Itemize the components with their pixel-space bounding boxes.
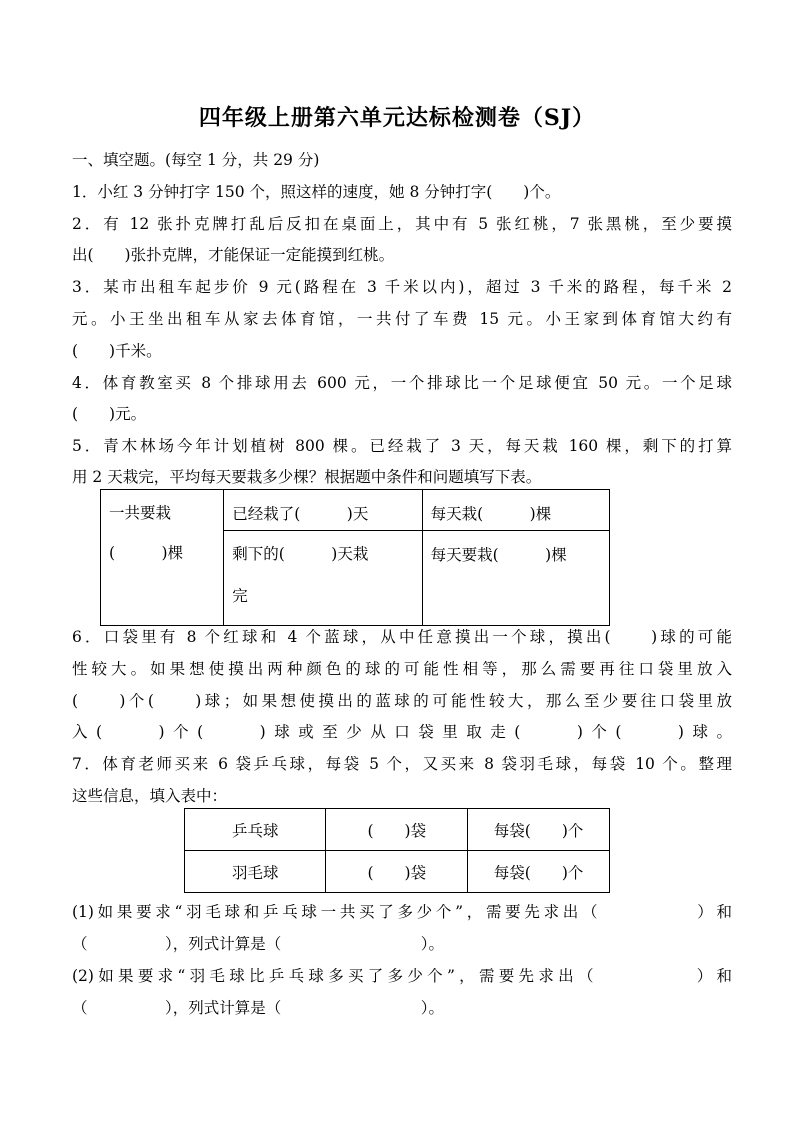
table-row <box>185 809 610 851</box>
question-6-line-4: 入( )个( )球或至少从口袋里取走( )个( )球。 <box>72 723 732 741</box>
remaining-days-cell <box>224 531 422 626</box>
question-7-line-1: 7．体育老师买来 6 袋乒乓球，每袋 5 个，又买来 8 袋羽毛球，每袋 10 个。整理 <box>72 755 732 773</box>
question-4-line-1: 4．体育教室买 8 个排球用去 600 元，一个排球比一个足球便宜 50 元。一个足球 <box>72 374 732 392</box>
table-cell: 乒乓球 <box>185 809 326 851</box>
planted-days-text: 已经栽了( )天 <box>232 505 369 523</box>
remaining-days-text-2: 完 <box>232 587 248 605</box>
table-cell: ( )袋 <box>326 809 468 851</box>
balls-table <box>184 808 610 893</box>
question-3-line-3: ( )千米。 <box>72 342 162 360</box>
planted-days-cell <box>224 490 422 531</box>
per-day-cell <box>422 490 609 531</box>
planting-table <box>100 489 610 626</box>
question-7-line-2: 这些信息，填入表中： <box>72 787 228 805</box>
total-cell <box>101 490 224 626</box>
question-6-line-1: 6．口袋里有 8 个红球和 4 个蓝球，从中任意摸出一个球，摸出( )球的可能 <box>72 628 732 646</box>
table-cell: 羽毛球 <box>185 851 326 893</box>
question-3-line-2: 元。小王坐出租车从家去体育馆，一共付了车费 15 元。小王家到体育馆大约有 <box>72 310 732 328</box>
needed-per-day-cell <box>422 531 609 626</box>
table-cell: ( )袋 <box>326 851 468 893</box>
table-cell: 每袋( )个 <box>468 809 610 851</box>
needed-per-day-text: 每天要栽( )棵 <box>430 546 567 564</box>
section-heading: 一、填空题。(每空 1 分，共 29 分) <box>72 151 320 169</box>
total-label: 一共要栽 <box>109 504 172 522</box>
question-6-line-3: ( )个( )球；如果想使摸出的蓝球的可能性较大，那么至少要往口袋里放 <box>72 692 732 710</box>
question-6-line-2: 性较大。如果想使摸出两种颜色的球的可能性相等，那么需要再往口袋里放入 <box>72 660 732 678</box>
table-row <box>185 851 610 893</box>
question-7-2-line-2: （ ），列式计算是（ ）。 <box>72 999 445 1017</box>
question-7-1-line-1: (1)如果要求“羽毛球和乒乓球一共买了多少个”，需要先求出（ ）和 <box>72 903 732 921</box>
question-1: 1．小红 3 分钟打字 150 个，照这样的速度，她 8 分钟打字( )个。 <box>72 183 561 201</box>
table-cell: 每袋( )个 <box>468 851 610 893</box>
per-day-text: 每天栽( )棵 <box>430 505 552 523</box>
question-2-line-1: 2．有 12 张扑克牌打乱后反扣在桌面上，其中有 5 张红桃，7 张黑桃，至少要摸 <box>72 215 732 233</box>
question-5-line-1: 5．青木林场今年计划植树 800 棵。已经栽了 3 天，每天栽 160 棵，剩下的打算 <box>72 437 732 455</box>
question-7-2-line-1: (2)如果要求“羽毛球比乒乓球多买了多少个”，需要先求出（ ）和 <box>72 967 732 985</box>
question-7-1-line-2: （ ），列式计算是（ ）。 <box>72 935 445 953</box>
question-4-line-2: ( )元。 <box>72 405 147 423</box>
question-5-line-2: 用 2 天栽完，平均每天要栽多少棵？根据题中条件和问题填写下表。 <box>72 468 542 486</box>
remaining-days-text: 剩下的( )天栽 <box>232 545 369 563</box>
page-title: 四年级上册第六单元达标检测卷（SJ） <box>198 105 596 131</box>
question-2-line-2: 出( )张扑克牌，才能保证一定能摸到红桃。 <box>72 246 395 264</box>
total-blank: ( )棵 <box>109 544 184 562</box>
question-3-line-1: 3．某市出租车起步价 9 元(路程在 3 千米以内)，超过 3 千米的路程，每千米 2 <box>72 278 732 296</box>
